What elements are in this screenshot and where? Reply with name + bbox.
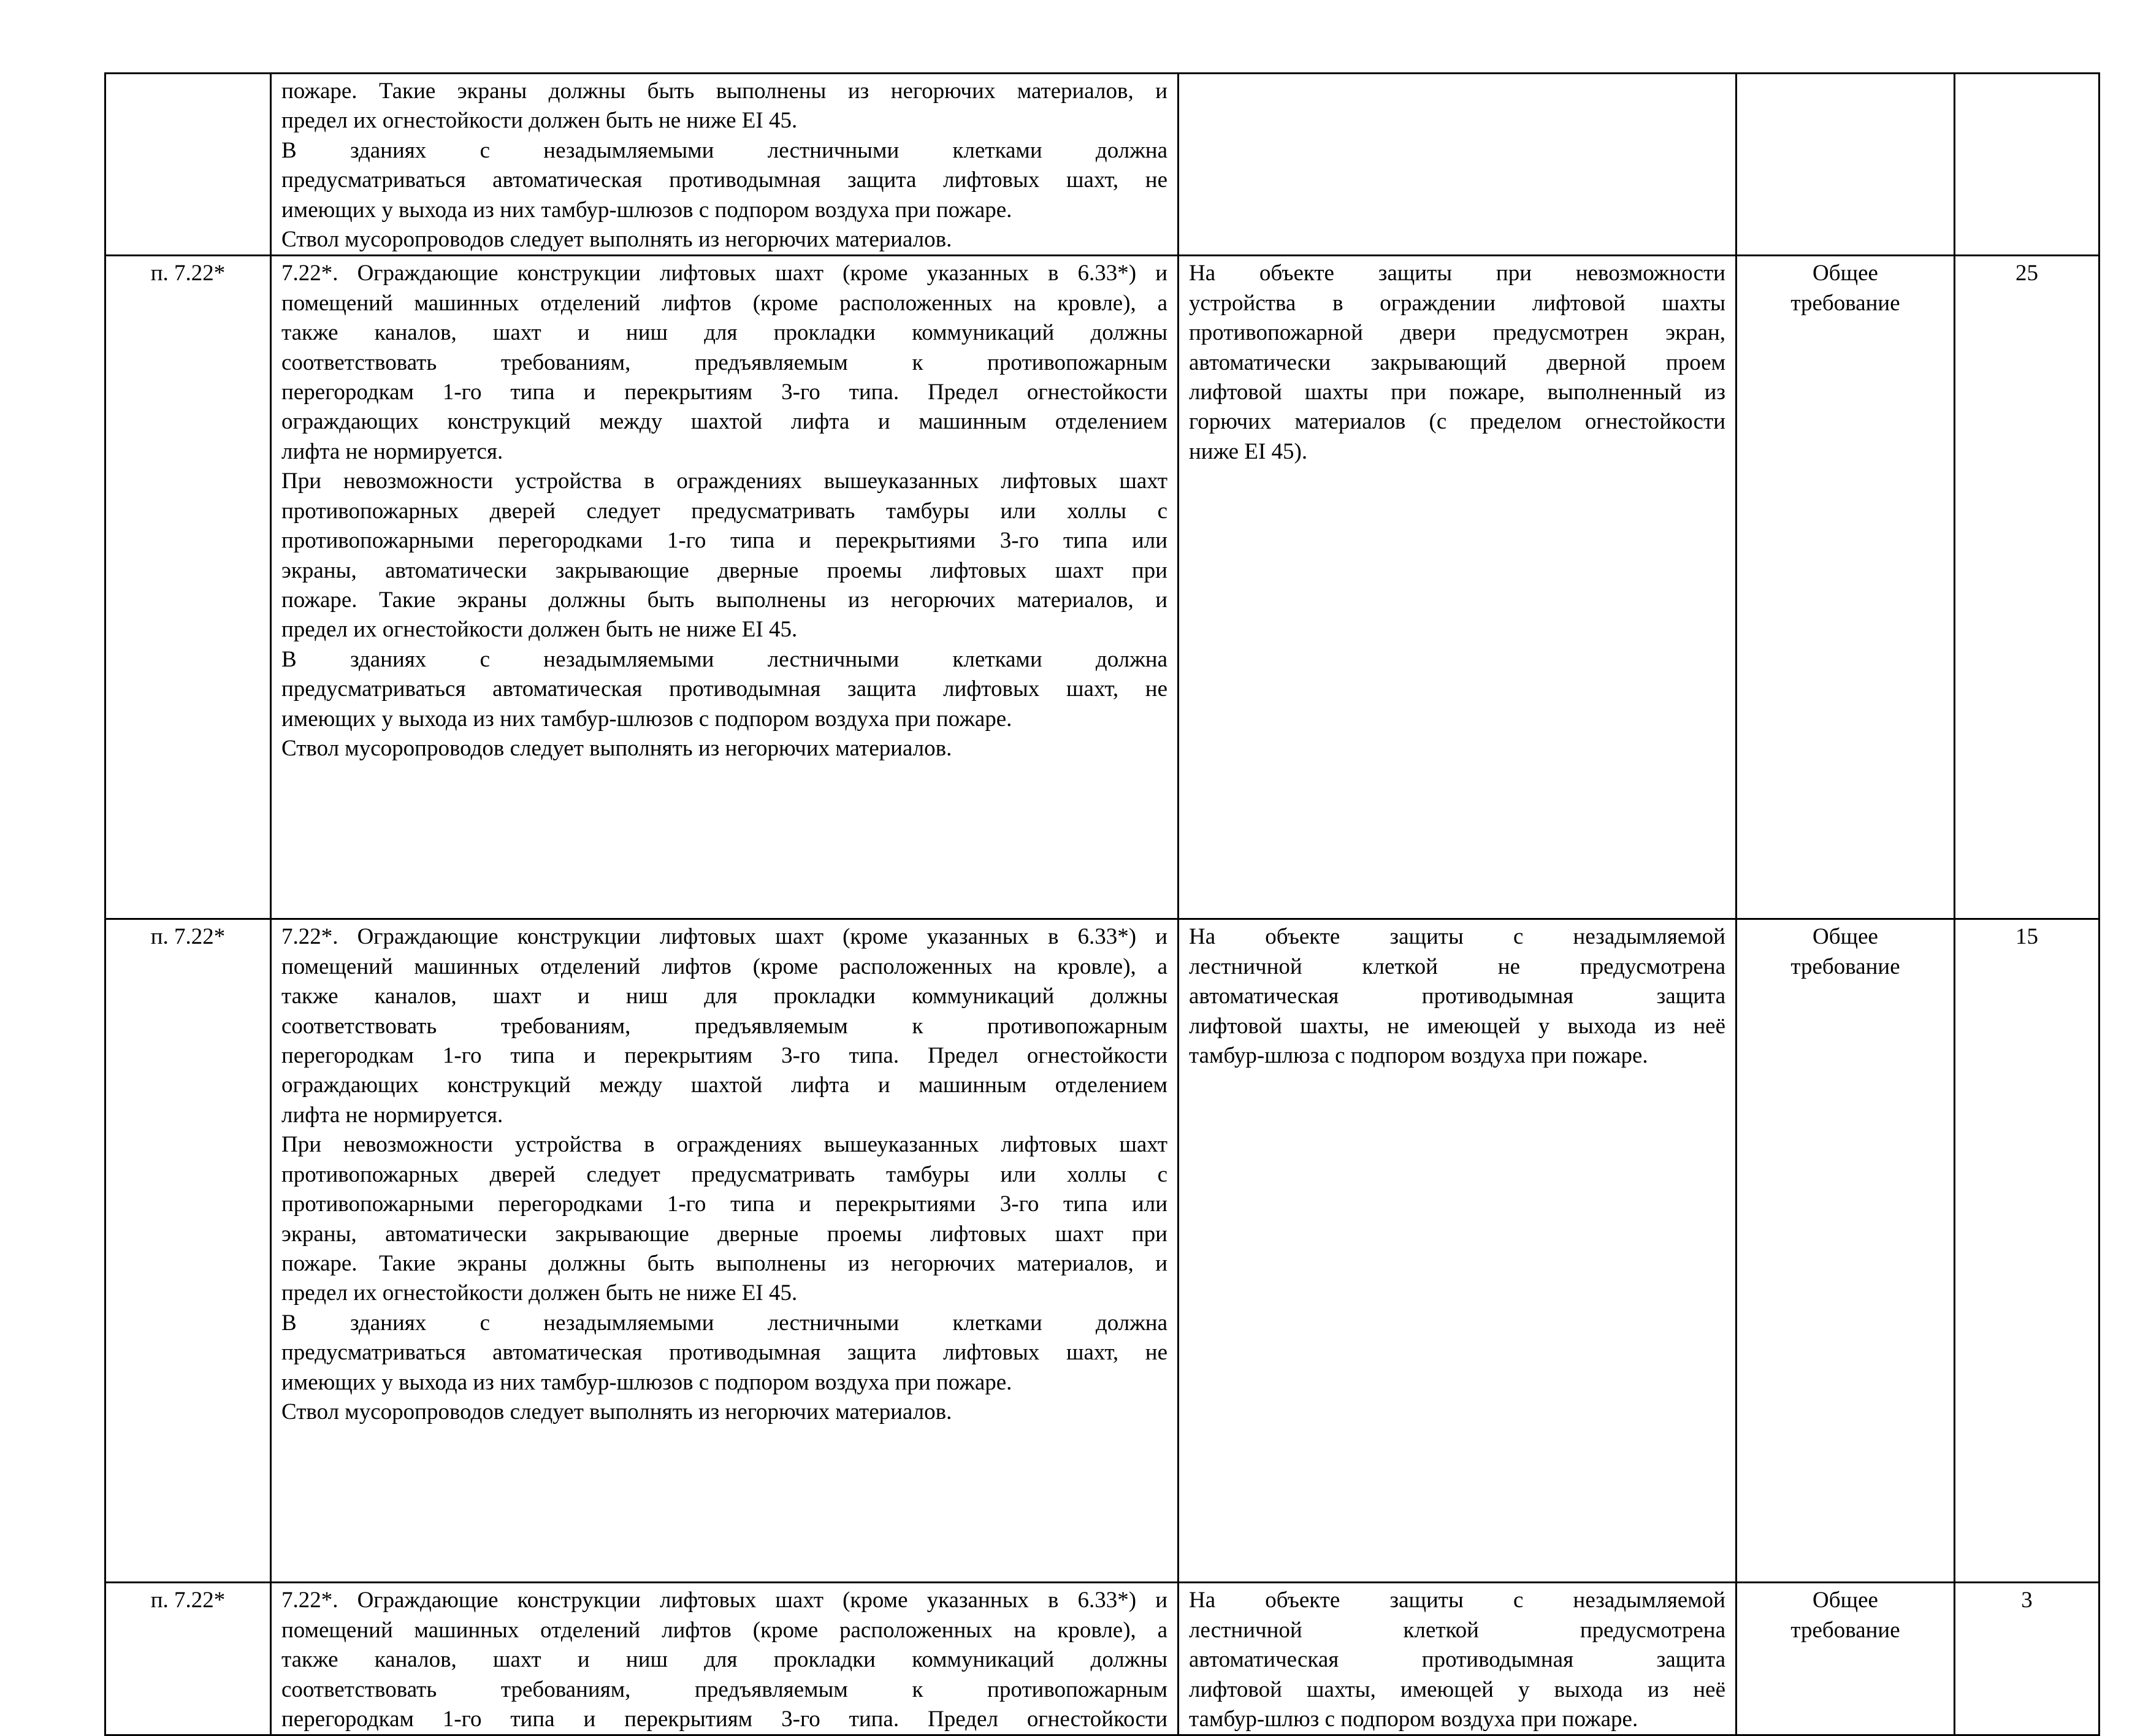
violation-text-line: На объекте защиты при невозможности: [1189, 261, 1725, 286]
violation-text-line: лифтовой шахты при пожаре, выполненный из: [1189, 380, 1725, 405]
requirement-text-line: также каналов, шахт и ниш для прокладки коммуникаций должны: [281, 320, 1167, 346]
requirement-text-line: имеющих у выхода из них тамбур-шлюзов с подпором воздуха при пожаре.: [281, 197, 1012, 223]
violation-text-line: На объекте защиты с незадымляемой: [1189, 924, 1725, 950]
requirement-text-line: Ствол мусоропроводов следует выполнять из негорючих материалов.: [281, 1399, 952, 1424]
requirement-text-line: Ствол мусоропроводов следует выполнять из негорючих материалов.: [281, 227, 952, 253]
requirement-text-line: соответствовать требованиям, предъявляемым к противопожарным: [281, 1013, 1167, 1039]
violation-text-line: На объекте защиты с незадымляемой: [1189, 1588, 1725, 1613]
requirement-text-line: предел их огнестойкости должен быть не ниже EI 45.: [281, 1280, 798, 1306]
requirement-text-line: экраны, автоматически закрывающие дверные проемы лифтовых шахт при: [281, 557, 1167, 583]
requirement-type-line: требование: [1790, 1617, 1900, 1643]
cell-norm-reference: п. 7.22*: [105, 919, 271, 1583]
violation-text-line: лифтовой шахты, имеющей у выхода из неё: [1189, 1677, 1725, 1702]
cell-requirement-text: [271, 256, 1179, 919]
requirement-text-line: соответствовать требованиям, предъявляемым к противопожарным: [281, 1677, 1167, 1702]
cell-violation-description: [1179, 919, 1736, 1583]
requirement-text-line: помещений машинных отделений лифтов (кроме расположенных на кровле), а: [281, 290, 1167, 316]
violation-text-line: автоматическая противодымная защита: [1189, 984, 1725, 1009]
cell-violation-description: [1179, 1583, 1736, 1735]
requirement-text-line: При невозможности устройства в ограждениях вышеуказанных лифтовых шахт: [281, 1132, 1167, 1158]
requirement-text-line: помещений машинных отделений лифтов (кроме расположенных на кровле), а: [281, 1617, 1167, 1643]
requirements-table-body: [105, 74, 2099, 1735]
requirement-text-line: предел их огнестойкости должен быть не ниже EI 45.: [281, 108, 798, 134]
requirement-text-line: 7.22*. Ограждающие конструкции лифтовых шахт (кроме указанных в 6.33*) и: [281, 1588, 1167, 1613]
requirement-text-line: противопожарных дверей следует предусматривать тамбуры или холлы с: [281, 1161, 1167, 1187]
requirement-text-line: ограждающих конструкций между шахтой лифта и машинным отделением: [281, 1073, 1167, 1098]
requirement-text-line: пожаре. Такие экраны должны быть выполнены из негорючих материалов, и: [281, 587, 1167, 613]
violation-text-line: ниже EI 45).: [1189, 438, 1308, 464]
requirement-type-line: Общее: [1813, 1588, 1878, 1613]
requirement-text-line: В зданиях с незадымляемыми лестничными клетками должна: [281, 646, 1167, 672]
requirement-text-line: Ствол мусоропроводов следует выполнять из негорючих материалов.: [281, 735, 952, 761]
violation-text-line: лестничной клеткой не предусмотрена: [1189, 954, 1725, 979]
requirement-text-line: также каналов, шахт и ниш для прокладки коммуникаций должны: [281, 984, 1167, 1009]
cell-norm-reference: п. 7.22*: [105, 1583, 271, 1735]
cell-violation-description: [1179, 74, 1736, 256]
cell-requirement-text: [271, 1583, 1179, 1735]
table-row: [105, 74, 2099, 256]
violation-text-line: горючих материалов (с пределом огнестойкости: [1189, 409, 1725, 435]
cell-requirement-type: [1736, 919, 1955, 1583]
requirement-text-line: соответствовать требованиям, предъявляемым к противопожарным: [281, 350, 1167, 375]
violation-text-line: тамбур-шлюз с подпором воздуха при пожаре.: [1189, 1707, 1638, 1732]
violation-text-line: устройства в ограждении лифтовой шахты: [1189, 290, 1725, 316]
requirement-text-line: предел их огнестойкости должен быть не ниже EI 45.: [281, 617, 798, 643]
requirement-text-line: противопожарных дверей следует предусматривать тамбуры или холлы с: [281, 498, 1167, 524]
violation-text-line: противопожарной двери предусмотрен экран,: [1189, 320, 1725, 346]
requirement-type-line: Общее: [1813, 261, 1878, 286]
requirement-text-line: противопожарными перегородками 1-го типа и перекрытиями 3-го типа или: [281, 1191, 1167, 1217]
requirement-text-line: В зданиях с незадымляемыми лестничными клетками должна: [281, 1310, 1167, 1336]
table-row: [105, 919, 2099, 1583]
requirement-text-line: перегородкам 1-го типа и перекрытиям 3-го типа. Предел огнестойкости: [281, 1707, 1167, 1732]
requirement-text-line: также каналов, шахт и ниш для прокладки коммуникаций должны: [281, 1647, 1167, 1673]
requirement-text-line: При невозможности устройства в ограждениях вышеуказанных лифтовых шахт: [281, 468, 1167, 494]
violation-text-line: лифтовой шахты, не имеющей у выхода из неё: [1189, 1013, 1725, 1039]
table-row: [105, 256, 2099, 919]
cell-number: 15: [1955, 919, 2099, 1583]
requirement-text-line: предусматриваться автоматическая противодымная защита лифтовых шахт, не: [281, 167, 1167, 193]
requirement-text-line: пожаре. Такие экраны должны быть выполнены из негорючих материалов, и: [281, 78, 1167, 104]
requirement-type-line: требование: [1790, 954, 1900, 979]
requirement-text-line: экраны, автоматически закрывающие дверные проемы лифтовых шахт при: [281, 1221, 1167, 1247]
requirement-text-line: перегородкам 1-го типа и перекрытиям 3-го типа. Предел огнестойкости: [281, 1043, 1167, 1069]
cell-norm-reference: [105, 74, 271, 256]
requirement-text-line: имеющих у выхода из них тамбур-шлюзов с подпором воздуха при пожаре.: [281, 706, 1012, 732]
violation-text-line: автоматически закрывающий дверной проем: [1189, 350, 1725, 375]
requirement-text-line: предусматриваться автоматическая противодымная защита лифтовых шахт, не: [281, 676, 1167, 702]
violation-text-line: автоматическая противодымная защита: [1189, 1647, 1725, 1673]
requirement-text-line: ограждающих конструкций между шахтой лифта и машинным отделением: [281, 409, 1167, 435]
requirement-type-line: Общее: [1813, 924, 1878, 950]
requirement-text-line: пожаре. Такие экраны должны быть выполнены из негорючих материалов, и: [281, 1250, 1167, 1276]
requirement-text-line: В зданиях с незадымляемыми лестничными клетками должна: [281, 137, 1167, 163]
violation-text-line: лестничной клеткой предусмотрена: [1189, 1617, 1725, 1643]
requirement-text-line: имеющих у выхода из них тамбур-шлюзов с подпором воздуха при пожаре.: [281, 1369, 1012, 1395]
table-row: [105, 1583, 2099, 1735]
cell-number: [1955, 74, 2099, 256]
cell-requirement-type: [1736, 256, 1955, 919]
cell-number: 25: [1955, 256, 2099, 919]
cell-requirement-type: [1736, 1583, 1955, 1735]
requirement-text-line: предусматриваться автоматическая противодымная защита лифтовых шахт, не: [281, 1340, 1167, 1366]
requirement-text-line: лифта не нормируется.: [281, 1102, 503, 1128]
cell-norm-reference: п. 7.22*: [105, 256, 271, 919]
requirement-text-line: помещений машинных отделений лифтов (кроме расположенных на кровле), а: [281, 954, 1167, 979]
cell-requirement-type: [1736, 74, 1955, 256]
requirements-table: [104, 72, 2100, 1736]
violation-text-line: тамбур-шлюза с подпором воздуха при пожаре.: [1189, 1043, 1648, 1069]
requirement-text-line: 7.22*. Ограждающие конструкции лифтовых шахт (кроме указанных в 6.33*) и: [281, 924, 1167, 950]
requirement-text-line: 7.22*. Ограждающие конструкции лифтовых шахт (кроме указанных в 6.33*) и: [281, 261, 1167, 286]
requirement-type-line: требование: [1790, 290, 1900, 316]
requirement-text-line: противопожарными перегородками 1-го типа и перекрытиями 3-го типа или: [281, 528, 1167, 554]
requirement-text-line: лифта не нормируется.: [281, 438, 503, 464]
cell-violation-description: [1179, 256, 1736, 919]
cell-requirement-text: [271, 74, 1179, 256]
cell-number: 3: [1955, 1583, 2099, 1735]
requirement-text-line: перегородкам 1-го типа и перекрытиям 3-го типа. Предел огнестойкости: [281, 380, 1167, 405]
cell-requirement-text: [271, 919, 1179, 1583]
